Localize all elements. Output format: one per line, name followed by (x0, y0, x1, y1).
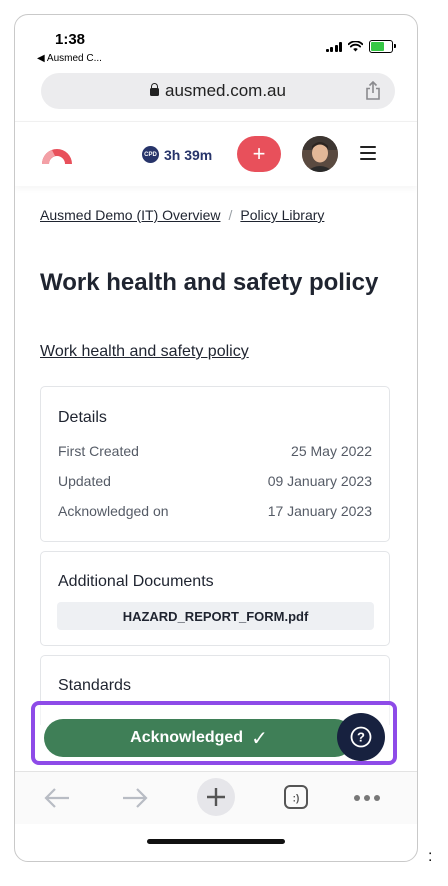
wifi-icon (348, 41, 363, 52)
pdf-file-button[interactable]: HAZARD_REPORT_FORM.pdf (57, 602, 374, 630)
avatar[interactable] (302, 136, 338, 172)
detail-row-acknowledged-on (58, 503, 372, 519)
phone-frame (14, 14, 418, 862)
details-card (40, 386, 390, 542)
additional-documents-card (40, 551, 390, 646)
status-bar (15, 15, 417, 75)
detail-value: 09 January 2023 (267, 473, 372, 489)
add-button[interactable]: + (237, 136, 281, 172)
site-header (15, 121, 417, 186)
menu-icon[interactable] (360, 146, 376, 164)
detail-label: First Created (58, 443, 139, 459)
status-time: 1:38 (55, 31, 86, 48)
cpd-badge-icon: CPD (142, 146, 159, 163)
detail-label: Acknowledged on (58, 503, 169, 519)
ausmed-logo[interactable] (40, 142, 74, 164)
status-icons (326, 40, 394, 53)
additional-documents-heading: Additional Documents (58, 573, 214, 590)
check-icon: ✓ (251, 727, 268, 750)
user-photo-icon (302, 136, 338, 172)
svg-text:?: ? (357, 729, 365, 745)
plus-icon (205, 786, 227, 808)
breadcrumb (40, 207, 324, 223)
cpd-time-value: 3h 39m (164, 146, 213, 163)
page-title: Work health and safety policy (40, 269, 379, 296)
new-tab-button[interactable] (197, 778, 235, 816)
tabs-icon[interactable] (283, 784, 309, 810)
share-icon[interactable] (365, 81, 381, 100)
address-bar[interactable] (41, 73, 395, 109)
back-to-app-link[interactable]: ◀ Ausmed C... (37, 53, 102, 64)
details-heading: Details (58, 409, 107, 426)
signal-icon (326, 42, 343, 52)
breadcrumb-item-overview[interactable]: Ausmed Demo (IT) Overview (40, 207, 221, 223)
detail-value: 25 May 2022 (291, 443, 372, 459)
home-indicator[interactable] (147, 839, 285, 844)
back-arrow-icon[interactable] (43, 786, 71, 810)
breadcrumb-item-policy-library[interactable]: Policy Library (240, 207, 325, 223)
stray-colon-text: : (428, 848, 433, 865)
breadcrumb-separator: / (228, 207, 233, 223)
standards-heading: Standards (58, 677, 131, 694)
lock-icon (150, 88, 159, 96)
more-options-icon[interactable] (353, 794, 381, 802)
url-text: ausmed.com.au (165, 81, 286, 100)
detail-row-updated (58, 473, 372, 489)
forward-arrow-icon[interactable] (121, 786, 149, 810)
acknowledged-button[interactable] (44, 719, 354, 757)
help-button[interactable] (337, 713, 385, 761)
detail-value: 17 January 2023 (267, 503, 372, 519)
cpd-hours[interactable] (142, 146, 212, 163)
detail-row-first-created (58, 443, 372, 459)
battery-icon (369, 40, 393, 53)
policy-document-link[interactable]: Work health and safety policy (40, 343, 249, 360)
browser-toolbar (15, 771, 417, 824)
detail-label: Updated (58, 473, 111, 489)
svg-text::): :) (292, 793, 300, 805)
help-icon (349, 725, 373, 749)
acknowledged-label: Acknowledged (130, 729, 244, 746)
